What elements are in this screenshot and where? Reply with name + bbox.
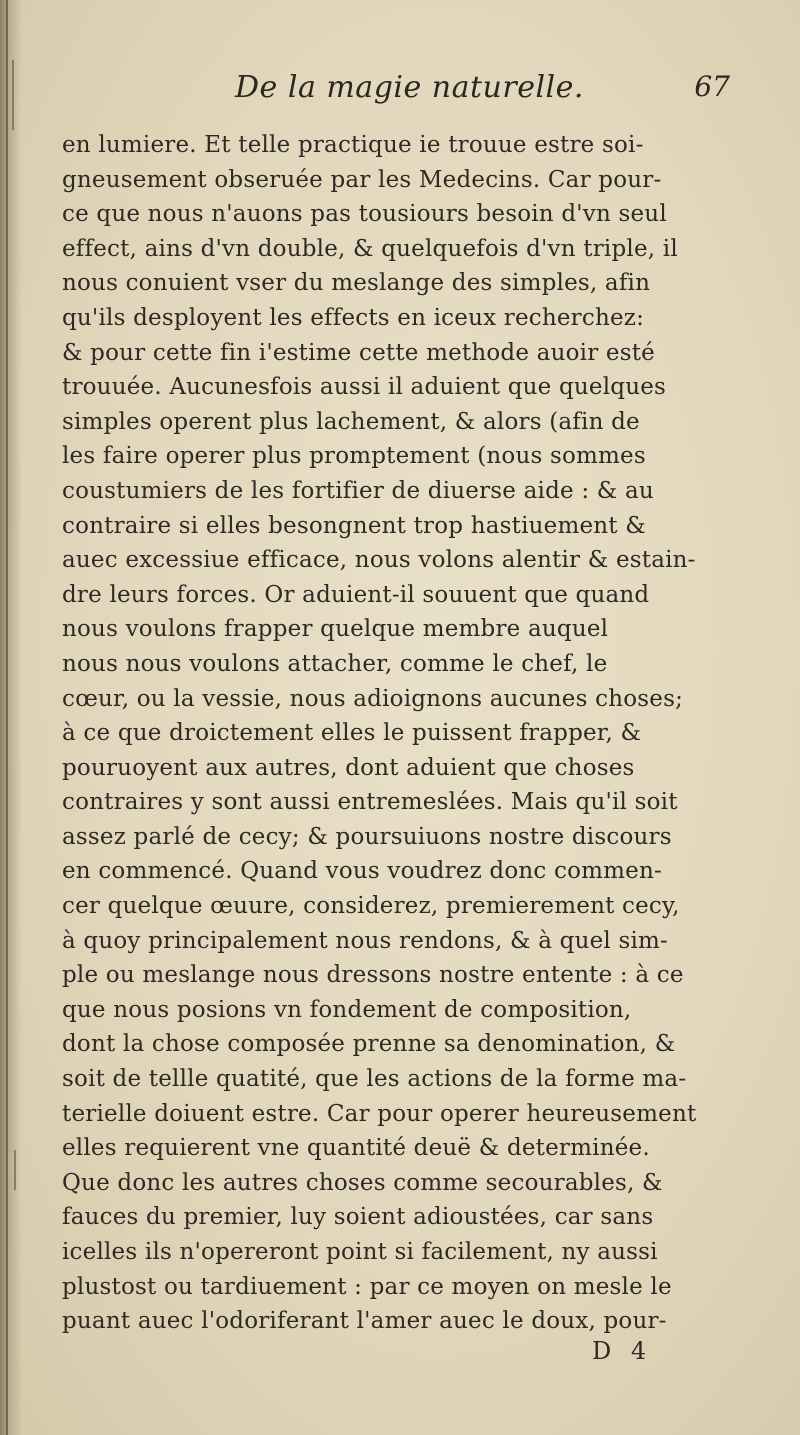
- text-line: auec excessiue efficace, nous volons alentir & estain-: [62, 547, 696, 574]
- text-line: terielle doiuent estre. Car pour operer heureusement: [62, 1100, 697, 1127]
- text-line: trouuée. Aucunesfois aussi il aduient que quelques: [62, 374, 667, 401]
- body-text: [62, 128, 782, 1339]
- binding-edge-line: [6, 0, 8, 1435]
- text-line: contraire si elles besongnent trop hastiuement &: [62, 512, 646, 539]
- text-line: icelles ils n'opereront point si facilement, ny aussi: [62, 1239, 658, 1265]
- text-line: gneusement obseruée par les Medecins. Car pour-: [62, 166, 662, 193]
- text-line: que nous posions vn fondement de composition,: [62, 996, 632, 1023]
- text-line: nous conuient vser du meslange des simples, afin: [62, 270, 651, 297]
- text-line: elles requierent vne quantité deuë & determinée.: [62, 1135, 650, 1162]
- text-line: simples operent plus lachement, & alors (afin de: [62, 408, 640, 435]
- text-line: assez parlé de cecy; & poursuiuons nostre discours: [62, 823, 672, 850]
- text-line: qu'ils desployent les effects en iceux recherchez:: [62, 304, 645, 331]
- text-line: en commencé. Quand vous voudrez donc commen-: [62, 858, 662, 885]
- text-line: nous nous voulons attacher, comme le chef, le: [62, 650, 608, 677]
- text-line: nous voulons frapper quelque membre auquel: [62, 616, 609, 643]
- text-line: dont la chose composée prenne sa denomination, &: [62, 1031, 676, 1058]
- text-line: ce que nous n'auons pas tousiours besoin d'vn seul: [62, 201, 667, 228]
- margin-ink-mark: [14, 1150, 16, 1190]
- text-line: à ce que droictement elles le puissent frapper, &: [62, 720, 642, 747]
- signature-mark: D 4: [592, 1337, 653, 1365]
- text-line: Que donc les autres choses comme secourables, &: [62, 1169, 663, 1196]
- running-head-title: De la magie naturelle.: [235, 70, 584, 105]
- text-line: cer quelque œuure, considerez, premierement cecy,: [62, 893, 680, 920]
- page-number: 67: [694, 70, 730, 103]
- text-line: contraires y sont aussi entremeslées. Mais qu'il soit: [62, 789, 678, 816]
- running-head: [60, 70, 730, 120]
- text-line: & pour cette fin i'estime cette methode auoir esté: [62, 339, 655, 366]
- text-line: effect, ains d'vn double, & quelquefois d'vn triple, il: [62, 235, 678, 262]
- text-line: plustost ou tardiuement : par ce moyen on mesle le: [62, 1273, 672, 1300]
- text-line: fauces du premier, luy soient adioustées, car sans: [62, 1204, 654, 1231]
- text-line: puant auec l'odoriferant l'amer auec le doux, pour-: [62, 1308, 667, 1335]
- text-line: en lumiere. Et telle practique ie trouue estre soi-: [62, 132, 644, 158]
- text-line: ple ou meslange nous dressons nostre entente : à ce: [62, 962, 684, 989]
- text-line: dre leurs forces. Or aduient-il souuent que quand: [62, 581, 650, 608]
- text-line: coustumiers de les fortifier de diuerse aide : & au: [62, 477, 654, 504]
- text-line: cœur, ou la vessie, nous adioignons aucunes choses;: [62, 685, 684, 712]
- text-line: les faire operer plus promptement (nous sommes: [62, 443, 646, 470]
- text-line: à quoy principalement nous rendons, & à quel sim-: [62, 927, 669, 954]
- text-line: pouruoyent aux autres, dont aduient que choses: [62, 754, 635, 781]
- binding-gutter-shadow: [0, 0, 22, 1435]
- margin-ink-mark: [12, 60, 14, 130]
- text-line: soit de tellle quatité, que les actions de la forme ma-: [62, 1066, 687, 1093]
